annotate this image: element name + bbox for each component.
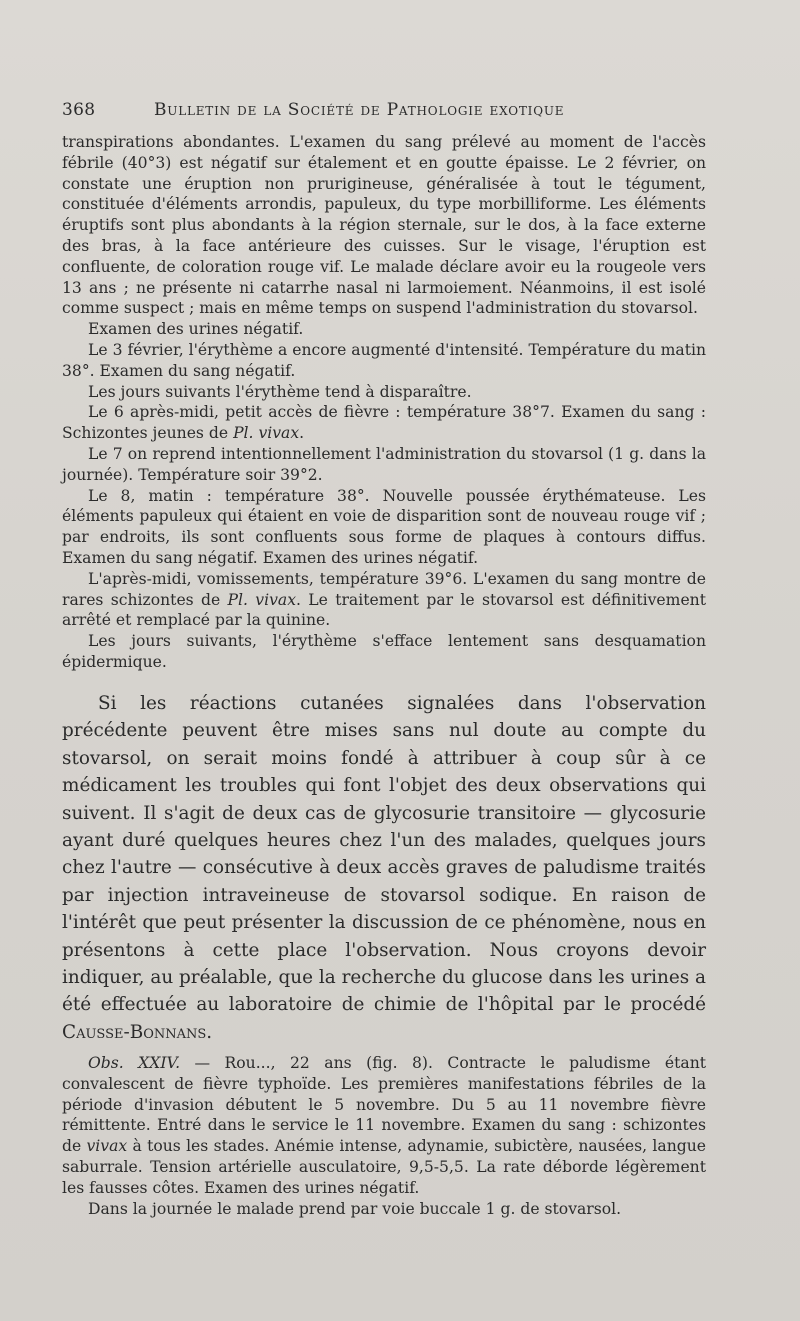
species-name: Pl. vivax	[233, 424, 300, 443]
paragraph: Les jours suivants, l'érythème s'efface lentement sans desquamation épidermique.	[62, 632, 706, 671]
paragraph	[62, 569, 706, 631]
species-name: vivax	[86, 1137, 128, 1156]
paragraph	[62, 402, 706, 444]
case-notes	[62, 132, 706, 673]
paragraph: Le 7 on reprend intentionnellement l'administration du stovarsol (1 g. dans la journée). Température soir 39°2.	[62, 444, 706, 484]
text-run: L'après-midi, vomissements, température 39°6. L'examen du sang montre de rares schizontes de	[62, 569, 706, 609]
running-header	[62, 100, 702, 120]
discussion	[62, 690, 706, 1046]
method-name: Causse-Bonnans	[62, 1021, 207, 1043]
text-run: Le 6 après-midi, petit accès de fièvre : température 38°7. Examen du sang : Schizontes jeunes de	[62, 403, 706, 443]
paragraph: Le 3 février, l'érythème a encore augmenté d'intensité. Température du matin 38°. Examen du sang négatif.	[62, 340, 706, 380]
text-run: à tous les stades. Anémie intense, adynamie, subictère, nausées, langue saburrale. Tension artérielle ausculatoire, 9,5-5,5. La rate déborde légèrement les fausses côtes. Examen des urines négatif.	[62, 1137, 706, 1197]
paragraph	[62, 1053, 706, 1199]
page-number: 368	[62, 100, 96, 120]
observation-xxiv	[62, 1053, 706, 1219]
paragraph: Dans la journée le malade prend par voie buccale 1 g. de stovarsol.	[88, 1199, 622, 1218]
paragraph: transpirations abondantes. L'examen du sang prélevé au moment de l'accès fébrile (40°3) est négatif sur étalement et en goutte épaisse. Le 2 février, on constate une éruption non prurigineuse, généralisée à tout le tégument, constituée d'éléments arrondis, papuleux, du type morbilliforme. Les éléments éruptifs sont plus abondants à la région sternale, sur le dos, à la face externe des bras, à la face antérieure des cuisses. Sur le visage, l'éruption est confluente, de coloration rouge vif. Le malade déclare avoir eu la rougeole vers 13 ans ; ne présente ni catarrhe nasal ni larmoiement. Néanmoins, il est isolé comme suspect ; mais en même temps on suspend l'administration du stovarsol.	[62, 133, 706, 318]
species-name: Pl. vivax	[227, 590, 297, 609]
text-run: .	[299, 424, 305, 443]
paragraph: Examen des urines négatif.	[88, 320, 304, 339]
text-run: . Le traitement par le stovarsol est définitivement arrêté et remplacé par la quinine.	[62, 590, 706, 630]
paragraph: Le 8, matin : température 38°. Nouvelle poussée érythémateuse. Les éléments papuleux qui étaient en voie de disparition sont de nouveau rouge vif ; par endroits, ils sont confluents sous forme de plaques à contours diffus. Examen du sang négatif. Examen des urines négatif.	[62, 486, 706, 567]
text-run: Si les réactions cutanées signalées dans l'observation précédente peuvent être mises sans nul doute au compte du stovarsol, on serait moins fondé à attribuer à coup sûr à ce médicament les troubles qui font l'objet des deux observations qui suivent. Il s'agit de deux cas de glycosurie transitoire — glycosurie ayant duré quelques heures chez l'un des malades, quelques jours chez l'autre — consécutive à deux accès graves de paludisme traités par injection intraveineuse de stovarsol sodique. En raison de l'intérêt que peut présenter la discussion de ce phénomène, nous en présentons à cette place l'observation. Nous croyons devoir indiquer, au préalable, que la recherche du glucose dans les urines a été effectuée au laboratoire de chimie de l'hôpital par le procédé	[62, 693, 706, 1016]
paragraph	[62, 690, 706, 1046]
paragraph: Les jours suivants l'érythème tend à disparaître.	[88, 382, 472, 401]
text-run: — Rou..., 22 ans (fig. 8). Contracte le paludisme étant convalescent de fièvre typhoïde. Les premières manifestations fébriles de la période d'invasion débutent le 5 novembre. Du 5 au 11 novembre fièvre rémittente. Entré dans le service le 11 novembre. Examen du sang : schizontes de	[62, 1054, 706, 1156]
observation-label: Obs. XXIV.	[88, 1054, 181, 1072]
text-run: .	[206, 1021, 213, 1043]
journal-title: Bulletin de la Société de Pathologie exotique	[154, 100, 565, 120]
